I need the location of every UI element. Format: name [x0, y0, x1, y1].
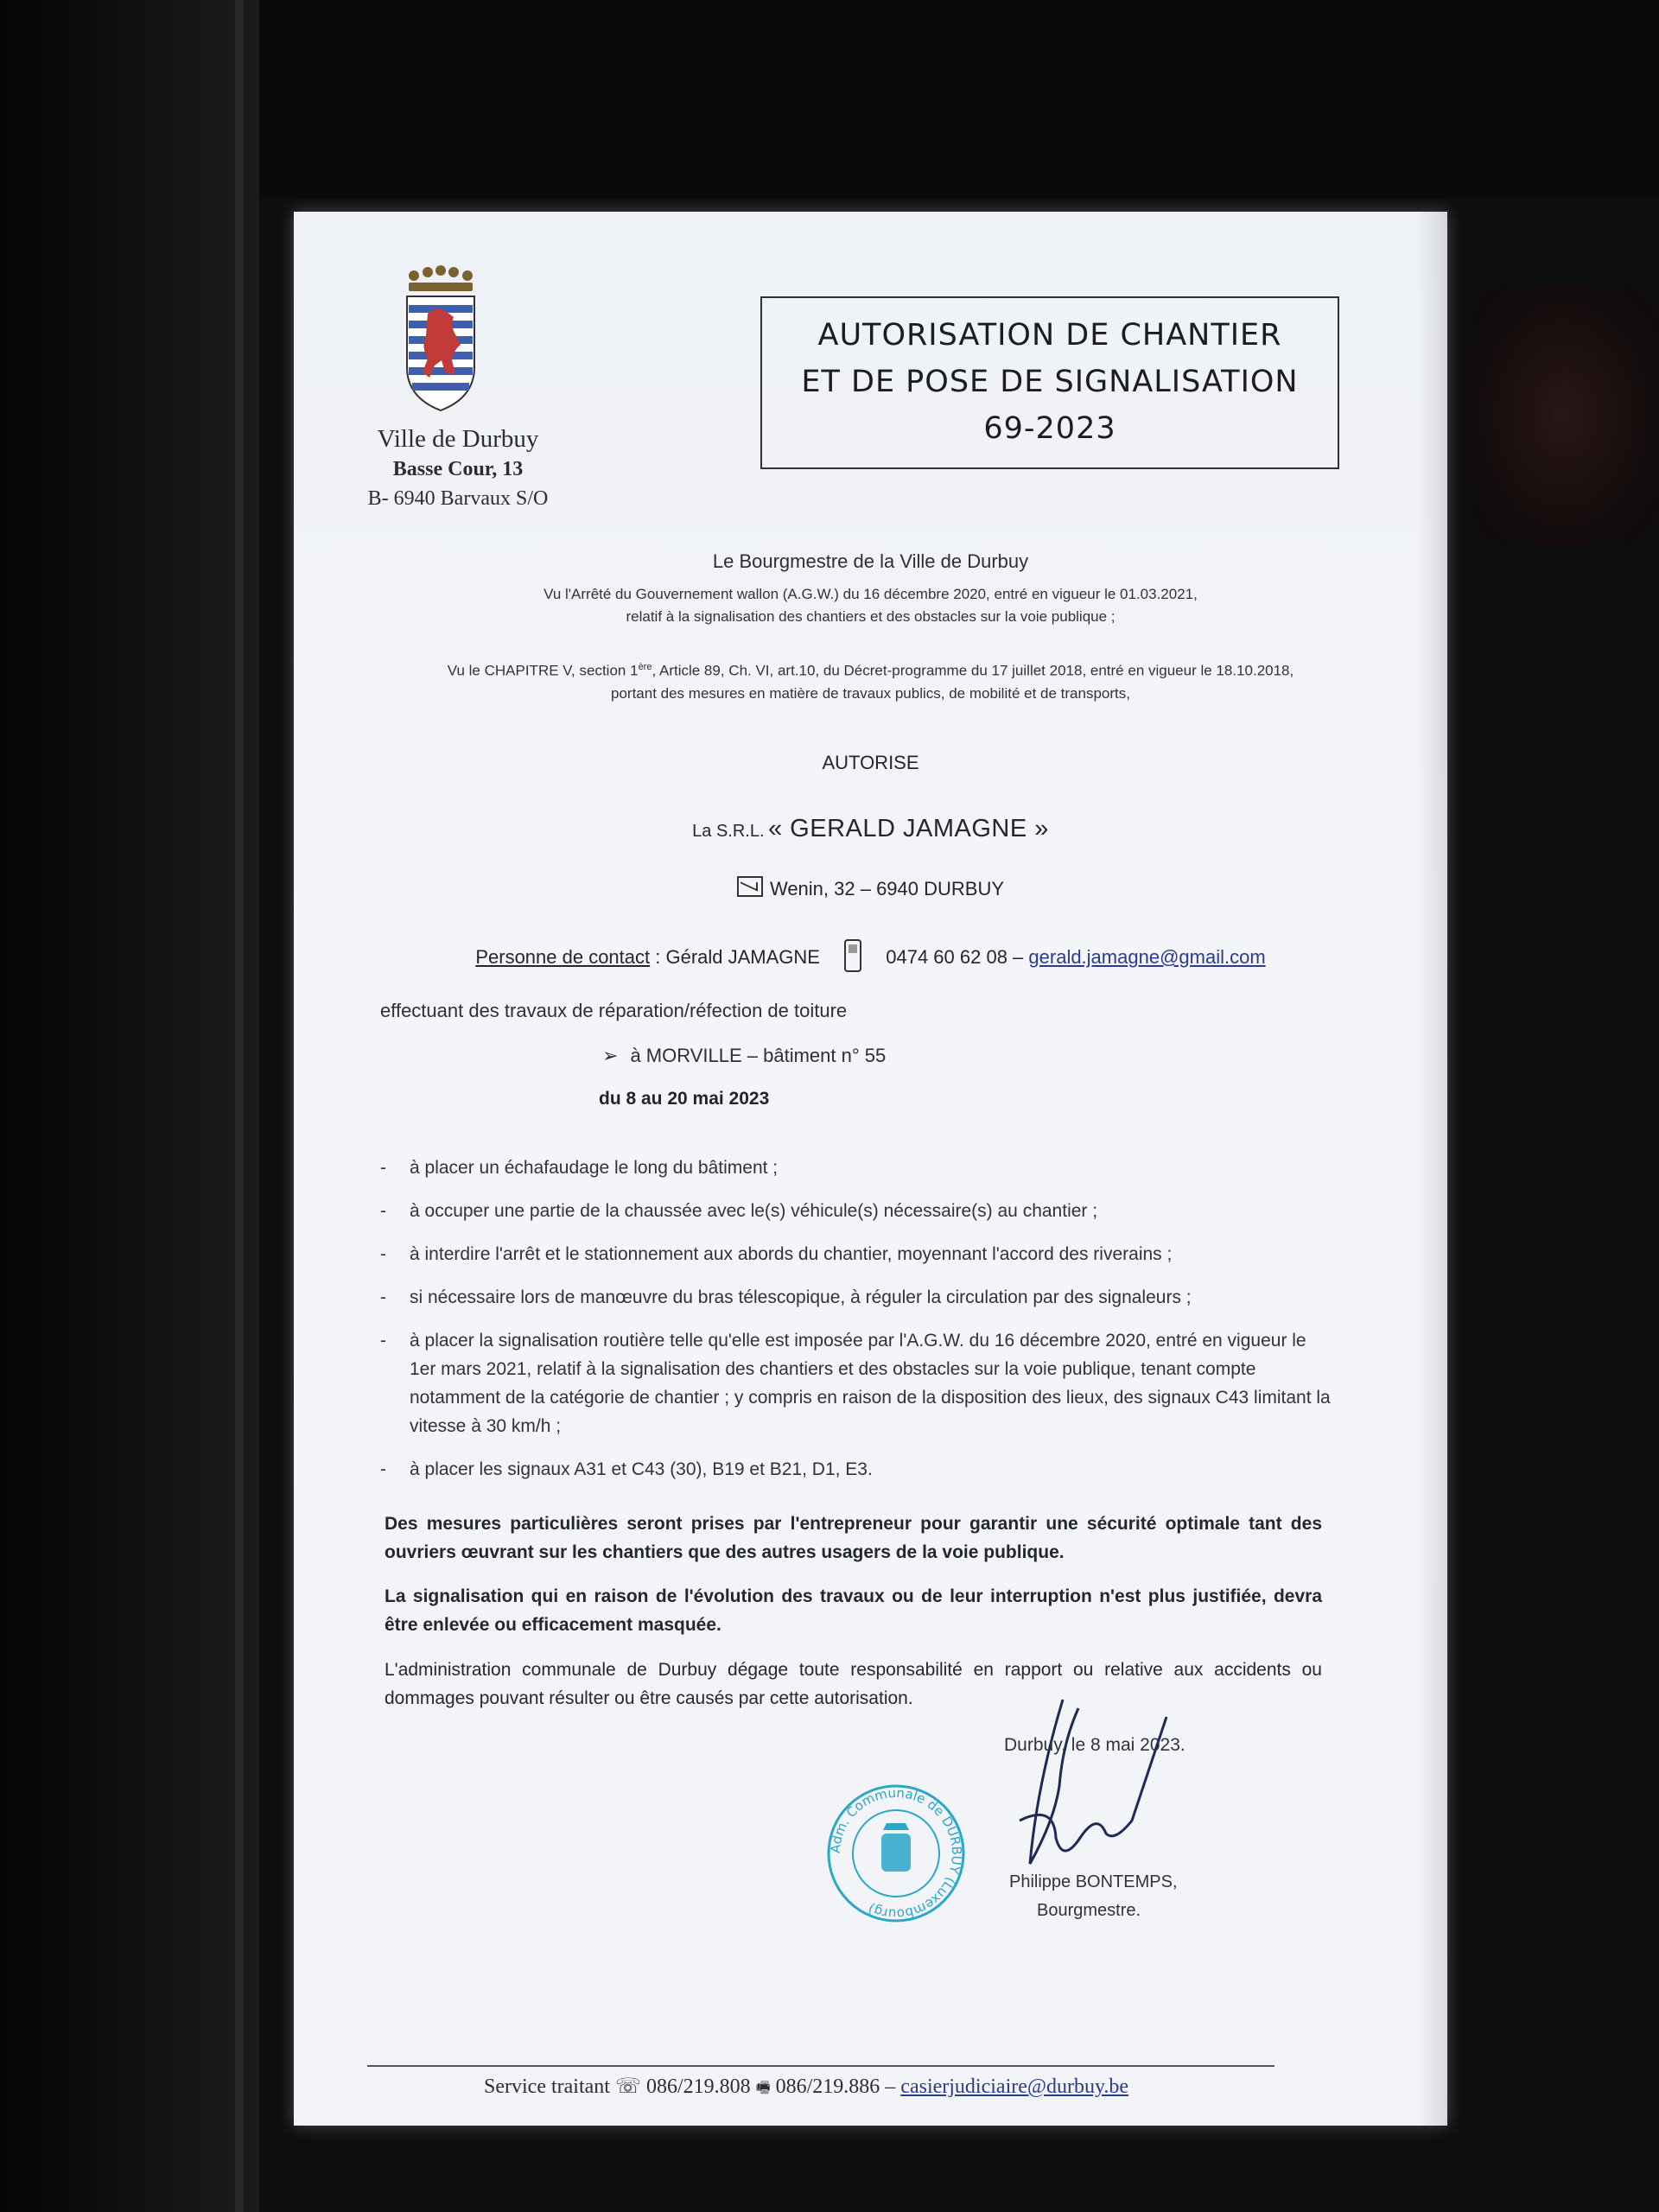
address-text: Wenin, 32 – 6940 DURBUY [769, 878, 1005, 899]
contact-email-link[interactable]: gerald.jamagne@gmail.com [1028, 946, 1266, 968]
safety-measures-paragraph: Des mesures particulières seront prises par l'entrepreneur pour garantir une sécurité optimale tant des ouvriers œuvrant sur les chantiers que des autres usagers de la voie publique. [385, 1514, 1322, 1562]
footer [484, 2074, 1128, 2103]
mayor-name: Philippe BONTEMPS, [1009, 1872, 1178, 1891]
document-title-box [760, 296, 1339, 469]
contact-phone: 0474 60 62 08 – [886, 946, 1024, 968]
footer-divider [367, 2065, 1274, 2067]
display-case-frame [0, 0, 259, 2212]
location-text: à MORVILLE – bâtiment n° 55 [630, 1045, 887, 1066]
contact-label: Personne de contact [475, 946, 651, 968]
decree-line-1 [294, 656, 1447, 683]
signature-date: Durbuy, le 8 mai 2023. [1004, 1735, 1185, 1755]
fax-icon: 🖷 [755, 2079, 771, 2097]
background-glow [1469, 285, 1659, 544]
paper-shadow [1417, 212, 1447, 2126]
condition-item: - à interdire l'arrêt et le stationnement aux abords du chantier, moyennant l'accord des riverains ; [380, 1240, 1331, 1268]
works-description: effectuant des travaux de réparation/réfection de toiture [380, 1000, 848, 1021]
footer-phone: 086/219.808 [645, 2075, 751, 2098]
footer-label: Service traitant [484, 2075, 610, 2098]
durbuy-crest-icon [402, 264, 480, 415]
condition-item: - à placer la signalisation routière telle qu'elle est imposée par l'A.G.W. du 16 décembre 2020, entré en vigueur le 1er mars 2021, relatif à la signalisation des chantiers et des obstacles sur la voie publique, tenant compte notamment de la catégorie de chantier ; y compris en raison de la disposition des lieux, des signaux C43 limitant la vitesse à 30 km/h ; [380, 1326, 1331, 1440]
contact-name: : Gérald JAMAGNE [655, 946, 820, 968]
envelope-icon [737, 876, 763, 897]
footer-fax: 086/219.886 – [775, 2075, 896, 2098]
condition-item: - à placer les signaux A31 et C43 (30), B19 et B21, D1, E3. [380, 1455, 1331, 1484]
city-street: Basse Cour, 13 [392, 458, 524, 480]
municipality-address [328, 423, 588, 513]
mayor-heading: Le Bourgmestre de la Ville de Durbuy [712, 550, 1029, 572]
decree-reference [294, 656, 1447, 705]
conditions-list [380, 1154, 1331, 1498]
signage-removal-paragraph: La signalisation qui en raison de l'évolution des travaux ou de leur interruption n'est plus justifiée, devra être enlevée ou efficacement masquée. [385, 1586, 1322, 1635]
company-prefix: La S.R.L. [692, 822, 765, 841]
agw-reference [294, 583, 1447, 628]
contact-line [294, 939, 1447, 972]
decree-line-1-end: , Article 89, Ch. VI, art.10, du Décret-programme du 17 juillet 2018, entré en vigueur le 18.10.2018, [652, 662, 1294, 679]
telephone-icon: ☏ [614, 2075, 641, 2098]
mayor-title: Bourgmestre. [1037, 1901, 1141, 1920]
display-case-edge [235, 0, 244, 2212]
condition-item: - à placer un échafaudage le long du bâtiment ; [380, 1154, 1331, 1182]
decree-line-2: portant des mesures en matière de travaux publics, de mobilité et de transports, [611, 684, 1130, 702]
liability-paragraph: L'administration communale de Durbuy dégage toute responsabilité en rapport ou relative aux accidents ou dommages pouvant résulter ou être causés par cette autorisation. [385, 1660, 1322, 1708]
mobile-phone-icon [844, 939, 861, 972]
agw-line-2: relatif à la signalisation des chantiers et des obstacles sur la voie publique ; [626, 608, 1116, 625]
company-address [294, 876, 1447, 900]
footer-email-link[interactable]: casierjudiciaire@durbuy.be [900, 2075, 1129, 2098]
decree-line-1-start: Vu le CHAPITRE V, section 1 [447, 662, 639, 679]
stamp-text: Adm. Communale de DURBUY (Luxembourg) [827, 1784, 965, 1923]
mayor-signature [1002, 1691, 1175, 1881]
company-name: « GERALD JAMAGNE » [767, 815, 1049, 842]
title-line-2: ET DE POSE DE SIGNALISATION [801, 365, 1299, 399]
company-line [294, 815, 1447, 843]
city-name: Ville de Durbuy [377, 425, 539, 453]
city-postal: B- 6940 Barvaux S/O [367, 487, 549, 510]
works-dates: du 8 au 20 mai 2023 [599, 1089, 770, 1109]
official-stamp [823, 1780, 969, 1927]
works-location [602, 1045, 886, 1067]
decree-superscript: ère [638, 662, 652, 672]
title-line-1: AUTORISATION DE CHANTIER [817, 318, 1282, 353]
condition-item: - à occuper une partie de la chaussée avec le(s) véhicule(s) nécessaire(s) au chantier ; [380, 1197, 1331, 1225]
authorization-document [294, 212, 1447, 2126]
condition-item: - si nécessaire lors de manœuvre du bras télescopique, à réguler la circulation par des signaleurs ; [380, 1283, 1331, 1312]
agw-line-1: Vu l'Arrêté du Gouvernement wallon (A.G.W.) du 16 décembre 2020, entré en vigueur le 01.03.2021, [543, 586, 1198, 602]
authorize-heading: AUTORISE [822, 752, 919, 773]
authorization-number: 69-2023 [983, 411, 1116, 446]
arrow-bullet-icon: ➢ [602, 1045, 619, 1066]
